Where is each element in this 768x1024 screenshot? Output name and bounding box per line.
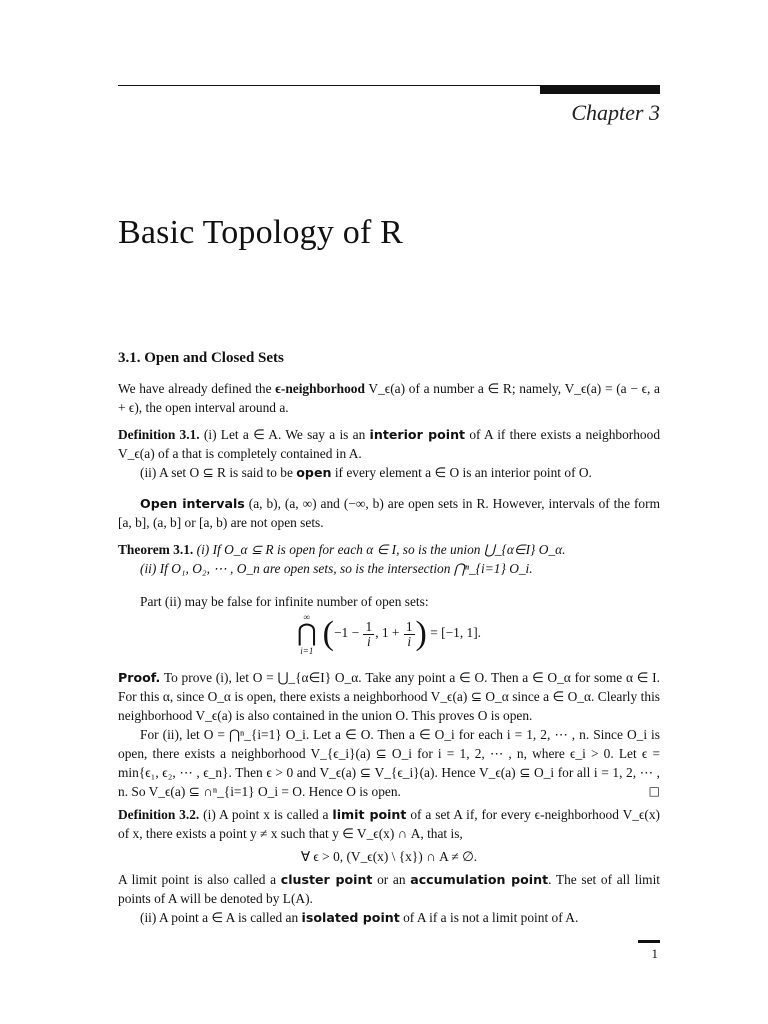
theorem-text: (i) If O_α ⊆ R is open for each α ∈ I, so is the union ⋃_{α∈I} O_α. xyxy=(193,542,566,557)
paragraph-text: (a, b), (a, ∞) and (−∞, b) are open sets in R. However, intervals of the form [a, b], (a, b] or [a, b) are not open sets. xyxy=(118,496,661,530)
fraction xyxy=(404,620,415,649)
proof-block xyxy=(118,668,660,801)
def-text: (i) Let a ∈ A. We say a is an xyxy=(199,427,370,442)
def-text: of A if there exists a neighborhood V_ϵ(a) of a that is completely contained in A. xyxy=(118,427,661,461)
def-text: if every element a ∈ O is an interior point of O. xyxy=(331,465,592,480)
chapter-label: Chapter 3 xyxy=(571,100,660,125)
proof-text: To prove (i), let O = ⋃_{α∈I} O_α. Take any point a ∈ O. Then a ∈ O_α for some α ∈ I. For this α, since O_α is open, there exists a neighborhood V_ϵ(a) ⊆ O_α since a ∈ O_α. Clearly this neighborhood V_ϵ(a) is also contained in the union O. This proves O is open. xyxy=(118,670,660,723)
eq-result: = [−1, 1]. xyxy=(426,625,482,641)
intersection-operator xyxy=(297,612,317,656)
theorem-text: (ii) If O₁, O₂, ⋯ , O_n are open sets, so is the intersection ⋂ⁿ_{i=1} O_i. xyxy=(140,561,533,576)
lower-limit: i=1 xyxy=(300,646,314,656)
intro-text-rest: V_ϵ(a) of a number a ∈ R; namely, V_ϵ(a) = (a − ϵ, a + ϵ), the open interval around a. xyxy=(118,381,660,415)
definition-3-2 xyxy=(118,805,660,927)
definition-label: Definition 3.1. xyxy=(118,427,200,442)
cap-symbol: ⋂ xyxy=(296,621,317,647)
fraction xyxy=(363,620,374,649)
def-text: or an xyxy=(372,872,411,887)
definition-label: Definition 3.2. xyxy=(118,807,200,822)
term-limit-point: limit point xyxy=(332,807,407,822)
left-paren: ( xyxy=(322,615,334,652)
def-text: A limit point is also called a xyxy=(118,872,281,887)
def-text: of A if a is not a limit point of A. xyxy=(399,910,579,925)
term-interior-point: interior point xyxy=(369,427,466,442)
term-cluster-point: cluster point xyxy=(280,872,373,887)
header-rule-bar xyxy=(540,86,660,94)
term-accumulation-point: accumulation point xyxy=(410,872,549,887)
limit-point-formula: ∀ ϵ > 0, (V_ϵ(x) \ {x}) ∩ A ≠ ∅. xyxy=(300,849,478,864)
def-text: (ii) A set O ⊆ R is said to be xyxy=(140,465,297,480)
qed-symbol: □ xyxy=(648,784,660,798)
open-intervals-paragraph xyxy=(118,494,660,532)
theorem-label: Theorem 3.1. xyxy=(118,542,194,557)
equation-intersection xyxy=(118,612,660,656)
chapter-title: Basic Topology of R xyxy=(118,214,404,251)
eq-term: −1 − xyxy=(333,625,363,641)
def-text: (i) A point x is called a xyxy=(199,807,333,822)
part-ii-remark xyxy=(118,592,660,611)
proof-text: For (ii), let O = ⋂ⁿ_{i=1} O_i. Let a ∈ O. Then a ∈ O_i for each i = 1, 2, ⋯ , n. Since O_i is open, there exists a neighborhood V_{ϵ_i}(a) ⊆ O_i for i = 1, 2, ⋯ , n, where ϵ_i > 0. Let ϵ = min{ϵ₁, ϵ₂, ⋯ , ϵ_n}. Then ϵ > 0 and V_ϵ(a) ⊆ V_{ϵ_i}(a). Hence V_ϵ(a) ⊆ O_i for all i = 1, 2, ⋯ , n. So V_ϵ(a) ⊆ ∩ⁿ_{i=1} O_i = O. Hence O is open. xyxy=(118,727,660,799)
denominator: i xyxy=(366,633,371,649)
def-text: (ii) A point a ∈ A is called an xyxy=(140,910,302,925)
theorem-3-1 xyxy=(118,540,660,578)
term-epsilon-neighborhood: ϵ-neighborhood xyxy=(275,381,365,396)
footer-rule xyxy=(638,940,660,943)
remark-text: Part (ii) may be false for infinite number of open sets: xyxy=(140,594,429,609)
page-number: 1 xyxy=(651,946,658,961)
intro-paragraph xyxy=(118,379,660,417)
term-open-intervals: Open intervals xyxy=(140,496,245,511)
definition-3-1 xyxy=(118,425,660,482)
term-isolated-point: isolated point xyxy=(301,910,400,925)
denominator: i xyxy=(407,633,412,649)
numerator: 1 xyxy=(365,618,373,634)
right-paren: ) xyxy=(415,615,427,652)
eq-term: , 1 + xyxy=(375,625,403,641)
proof-label: Proof. xyxy=(118,670,161,685)
numerator: 1 xyxy=(405,618,413,634)
section-heading: 3.1. Open and Closed Sets xyxy=(118,350,284,366)
upper-limit: ∞ xyxy=(303,612,311,622)
def-text: of a set A if, for every ϵ-neighborhood V_ϵ(x) of x, there exists a point y ≠ x such that y ∈ V_ϵ(x) ∩ A, that is, xyxy=(118,807,661,841)
intro-text: We have already defined the xyxy=(118,381,276,396)
term-open: open xyxy=(296,465,332,480)
def-text: . The set of all limit points of A will be denoted by L(A). xyxy=(118,872,661,906)
